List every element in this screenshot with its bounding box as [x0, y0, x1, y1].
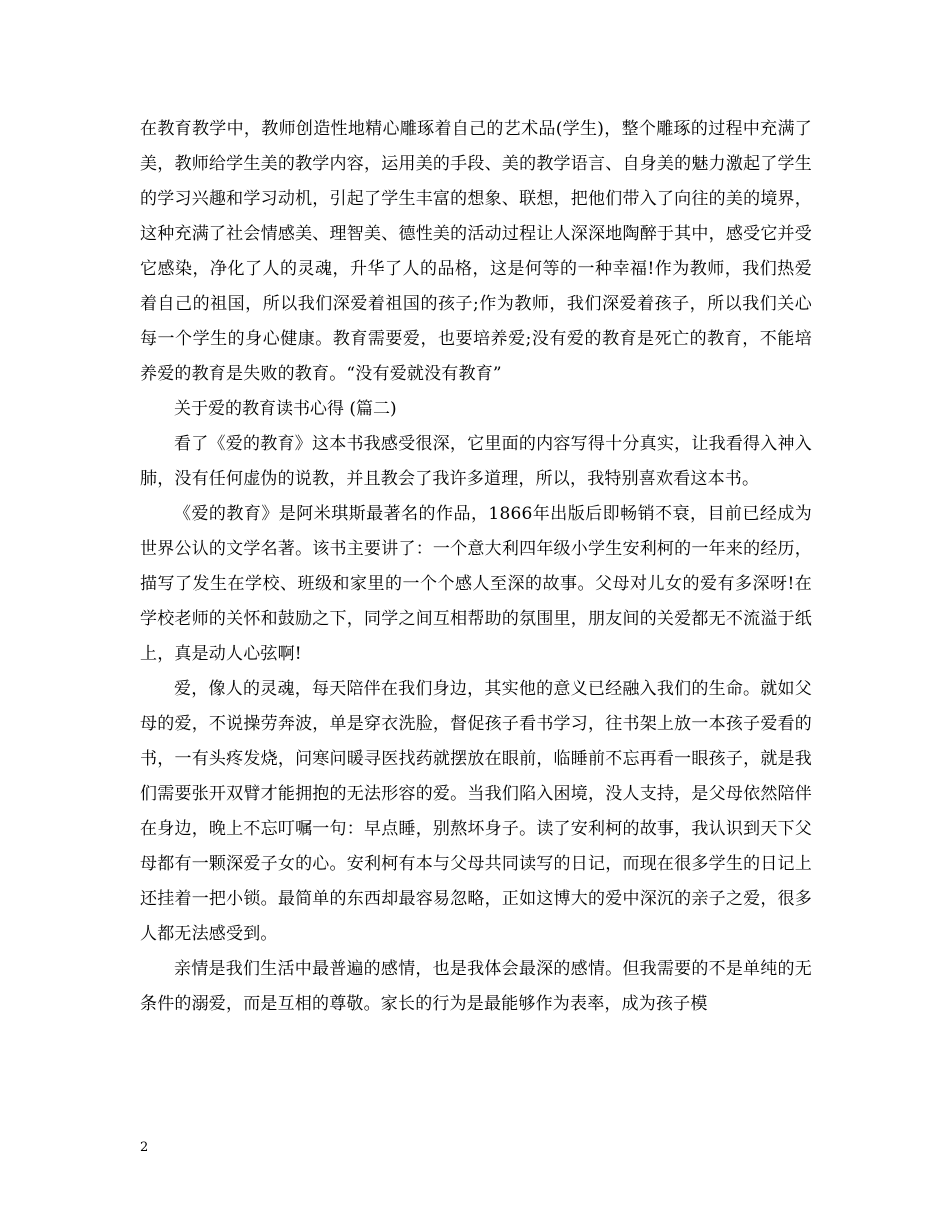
paragraph: 《爱的教育》是阿米琪斯最著名的作品，1866年出版后即畅销不衰，目前已经成为世界公认的文学名著。该书主要讲了：一个意大利四年级小学生安利柯的一年来的经历，描写了发生在学校、班级和家里的一个个感人至深的故事。父母对儿女的爱有多深呀!在学校老师的关怀和鼓励之下，同学之间互相帮助的氛围里，朋友间的关爱都无不流溢于纸上，真是动人心弦啊! — [140, 504, 812, 664]
paragraph: 亲情是我们生活中最普遍的感情，也是我体会最深的感情。但我需要的不是单纯的无条件的溺爱，而是互相的尊敬。家长的行为是最能够作为表率，成为孩子模 — [140, 959, 812, 1014]
section-heading: 关于爱的教育读书心得 (篇二) — [174, 399, 397, 419]
page-number: 2 — [140, 1140, 149, 1155]
paragraph: 看了《爱的教育》这本书我感受很深，它里面的内容写得十分真实，让我看得入神入肺，没有任何虚伪的说教，并且教会了我许多道理，所以，我特别喜欢看这本书。 — [140, 434, 812, 489]
paragraph-continuation: 在教育教学中，教师创造性地精心雕琢着自己的艺术品(学生)，整个雕琢的过程中充满了美，教师给学生美的教学内容，运用美的手段、美的教学语言、自身美的魅力激起了学生的学习兴趣和学习动机，引起了学生丰富的想象、联想，把他们带入了向往的美的境界，这种充满了社会情感美、理智美、德性美的活动过程让人深深地陶醉于其中，感受它并受它感染，净化了人的灵魂，升华了人的品格，这是何等的一种幸福!作为教师，我们热爱着自己的祖国，所以我们深爱着祖国的孩子;作为教师，我们深爱着孩子，所以我们关心每一个学生的身心健康。教育需要爱，也要培养爱;没有爱的教育是死亡的教育，不能培养爱的教育是失败的教育。“没有爱就没有教育” — [140, 119, 812, 384]
document-body — [140, 112, 812, 1022]
paragraph: 爱，像人的灵魂，每天陪伴在我们身边，其实他的意义已经融入我们的生命。就如父母的爱，不说操劳奔波，单是穿衣洗脸，督促孩子看书学习，往书架上放一本孩子爱看的书，一有头疼发烧，问寒问暖寻医找药就摆放在眼前，临睡前不忘再看一眼孩子，就是我们需要张开双臂才能拥抱的无法形容的爱。当我们陷入困境，没人支持，是父母依然陪伴在身边，晚上不忘叮嘱一句：早点睡，别熬坏身子。读了安利柯的故事，我认识到天下父母都有一颗深爱子女的心。安利柯有本与父母共同读写的日记，而现在很多学生的日记上还挂着一把小锁。最简单的东西却最容易忽略，正如这博大的爱中深沉的亲子之爱，很多人都无法感受到。 — [140, 679, 812, 944]
